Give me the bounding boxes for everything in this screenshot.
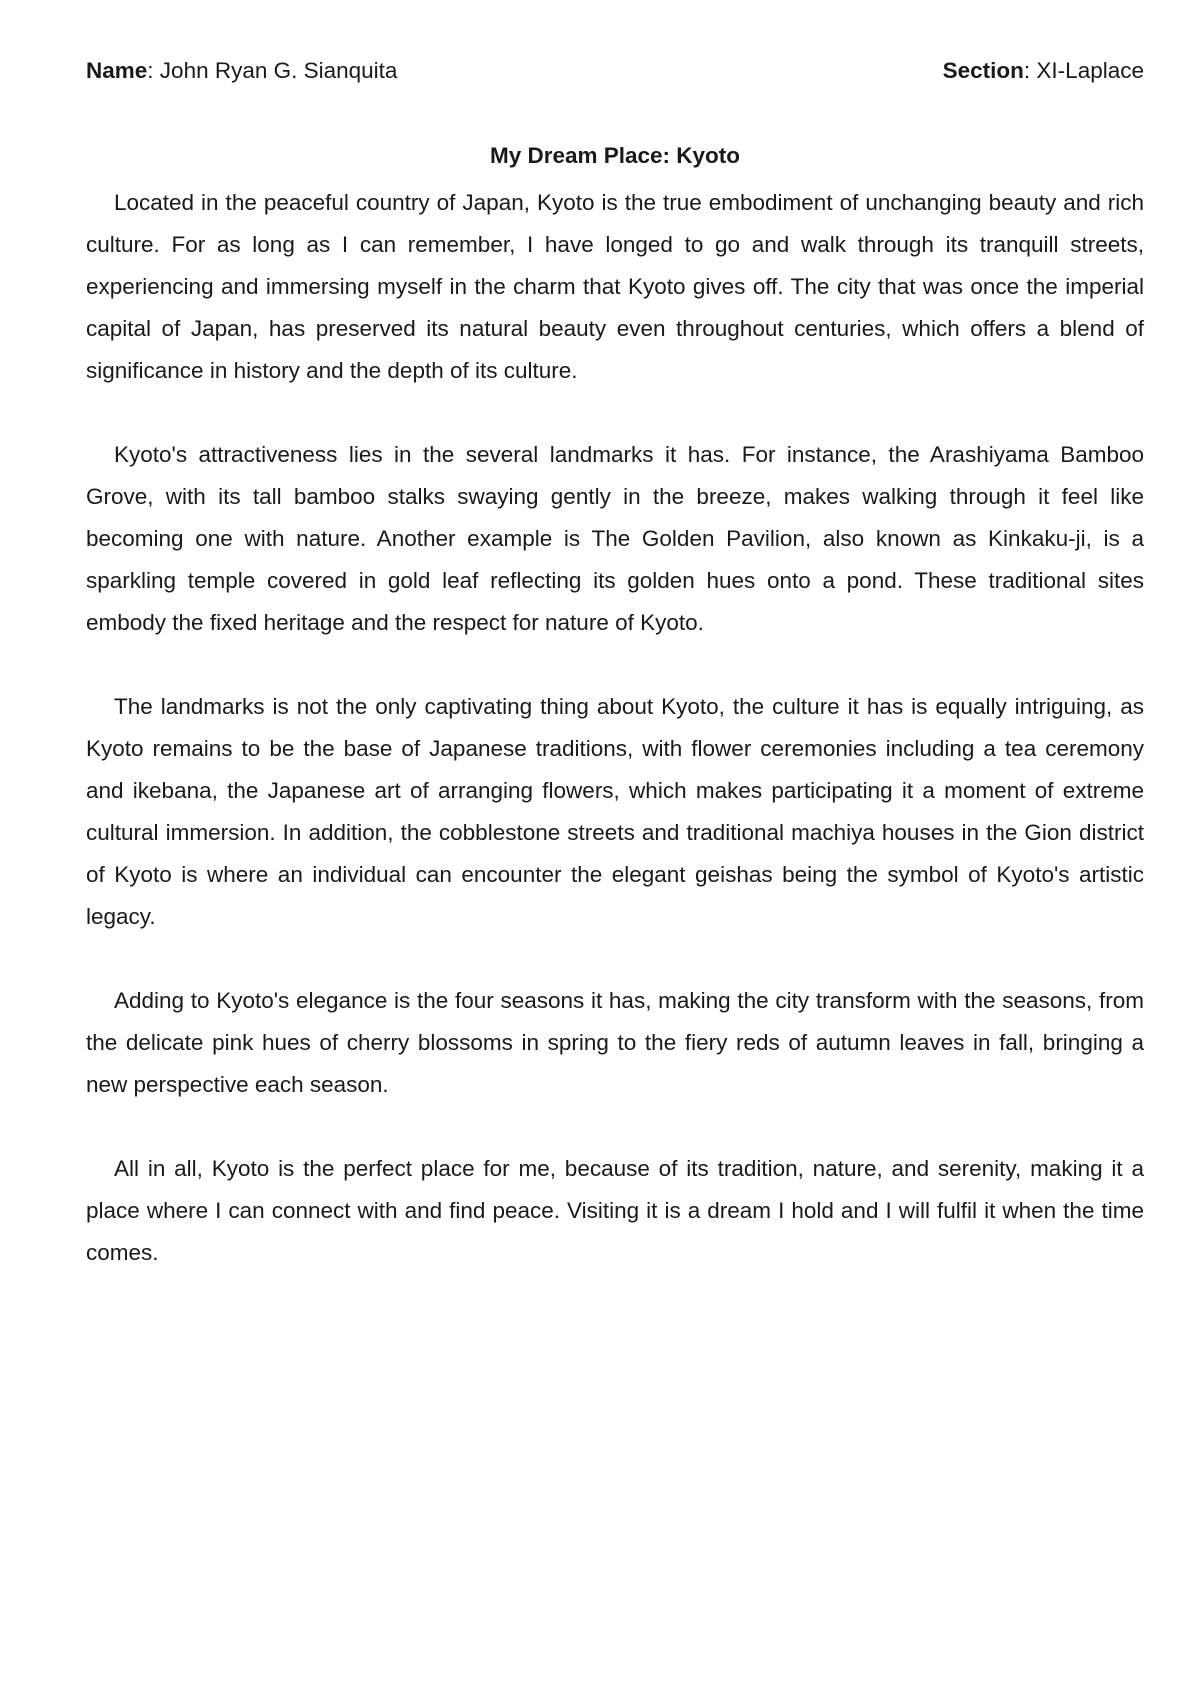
paragraph-2: Kyoto's attractiveness lies in the several landmarks it has. For instance, the Arashiyama Bamboo Grove, with its tall bamboo stalks swaying gently in the breeze, makes walking through it feel like becoming one with nature. Another example is The Golden Pavilion, also known as Kinkaku-ji, is a sparkling temple covered in gold leaf reflecting its golden hues onto a pond. These traditional sites embody the fixed heritage and the respect for nature of Kyoto.: [86, 442, 1144, 635]
section-value: : XI-Laplace: [1023, 58, 1144, 83]
header-row: [86, 56, 1144, 86]
paragraph-5: All in all, Kyoto is the perfect place for me, because of its tradition, nature, and serenity, making it a place where I can connect with and find peace. Visiting it is a dream I hold and I will fulfil it when the time comes.: [86, 1156, 1144, 1265]
paragraph-1: Located in the peaceful country of Japan, Kyoto is the true embodiment of unchanging beauty and rich culture. For as long as I can remember, I have longed to go and walk through its tranquill streets, experiencing and immersing myself in the charm that Kyoto gives off. The city that was once the imperial capital of Japan, has preserved its natural beauty even throughout centuries, which offers a blend of significance in history and the depth of its culture.: [86, 190, 1144, 383]
essay-title: My Dream Place: Kyoto: [489, 143, 741, 168]
paragraph-4: Adding to Kyoto's elegance is the four seasons it has, making the city transform with the seasons, from the delicate pink hues of cherry blossoms in spring to the fiery reds of autumn leaves in fall, bringing a new perspective each season.: [86, 988, 1144, 1097]
essay-body: [86, 182, 1144, 1316]
paragraph-3: The landmarks is not the only captivating thing about Kyoto, the culture it has is equally intriguing, as Kyoto remains to be the base of Japanese traditions, with flower ceremonies including a tea ceremony and ikebana, the Japanese art of arranging flowers, which makes participating it a moment of extreme cultural immersion. In addition, the cobblestone streets and traditional machiya houses in the Gion district of Kyoto is where an individual can encounter the elegant geishas being the symbol of Kyoto's artistic legacy.: [86, 694, 1144, 929]
student-name-field: [86, 56, 397, 86]
name-label: Name: [86, 58, 148, 83]
section-label: Section: [942, 58, 1024, 83]
name-value: : John Ryan G. Sianquita: [147, 58, 398, 83]
section-field: [943, 56, 1144, 86]
